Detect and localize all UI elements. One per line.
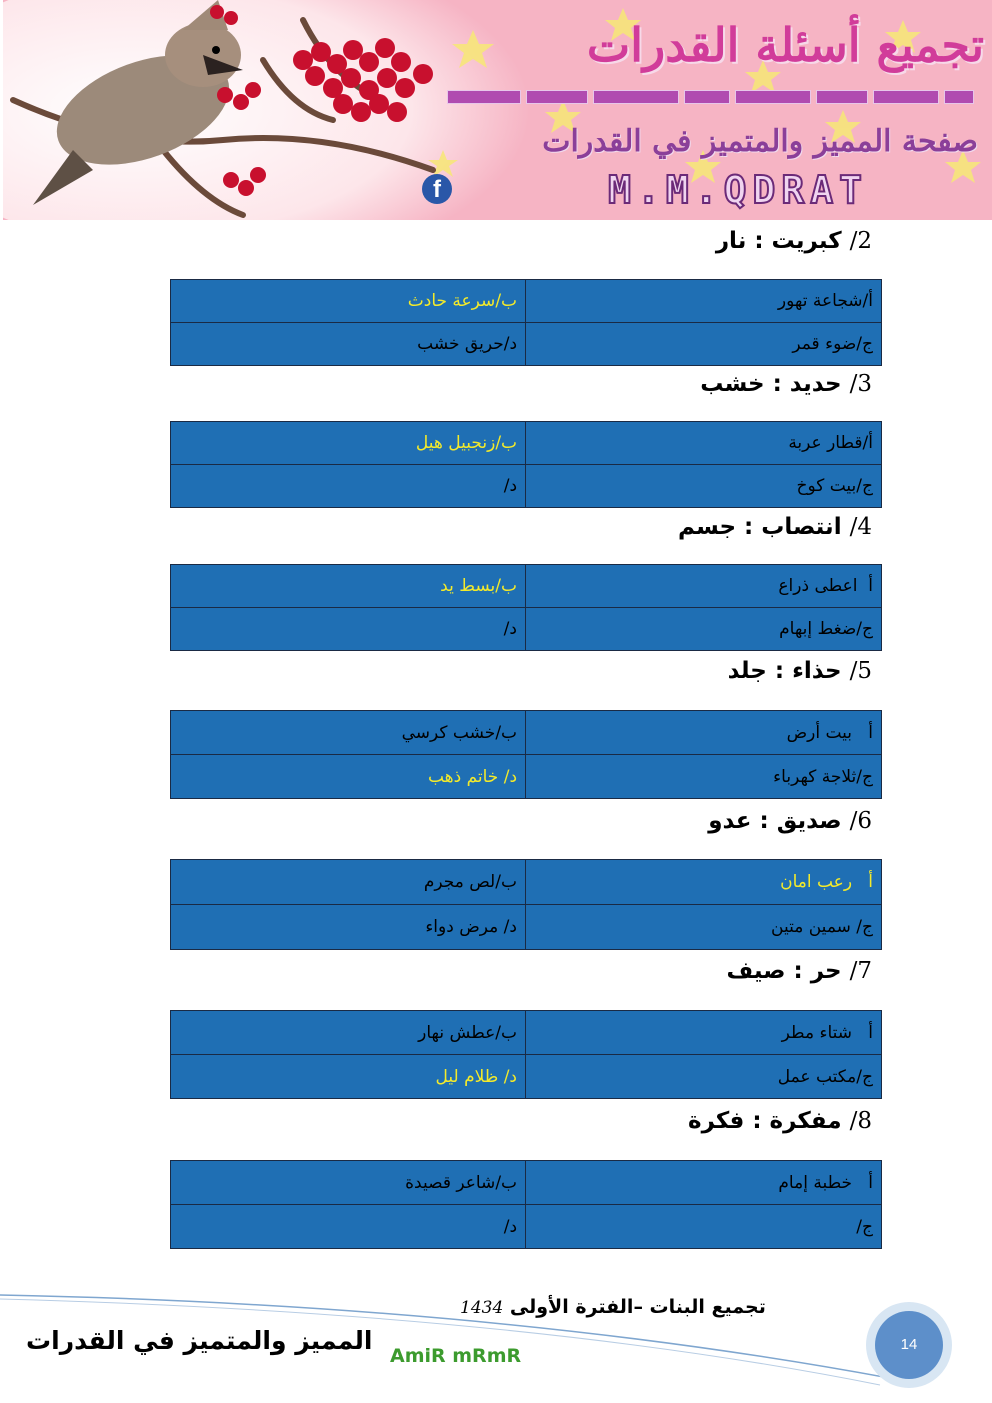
option-c: ج/مكتب عمل xyxy=(526,1055,882,1099)
option-a: أ بيت أرض xyxy=(526,711,882,755)
options-table xyxy=(170,710,882,799)
banner-title: تجميع أسئلة القدرات xyxy=(586,18,984,72)
option-b: ب/سرعة حادث xyxy=(171,280,526,323)
option-b: ب/لص مجرم xyxy=(171,860,526,905)
option-c: ج/ثلاجة كهرباء xyxy=(526,755,882,799)
question-number: 6/ xyxy=(849,808,872,834)
option-c: ج/ xyxy=(526,1205,882,1249)
options-table xyxy=(170,859,882,950)
question-prompt: حديد : خشب xyxy=(700,371,842,397)
question-heading xyxy=(700,371,872,397)
option-d: د/حريق خشب xyxy=(171,323,526,366)
option-b: ب/زنجبيل هيل xyxy=(171,422,526,465)
option-d: د/ xyxy=(171,608,526,651)
option-d: د/ xyxy=(171,465,526,508)
options-table xyxy=(170,1160,882,1249)
option-d: د/ مرض دواء xyxy=(171,905,526,950)
option-b: ب/شاعر قصيدة xyxy=(171,1161,526,1205)
option-b: ب/عطش نهار xyxy=(171,1011,526,1055)
question-number: 7/ xyxy=(849,958,872,984)
question-prompt: كبريت : نار xyxy=(715,228,842,254)
question-number: 3/ xyxy=(849,371,872,397)
option-c: ج/بيت كوخ xyxy=(526,465,882,508)
question-heading xyxy=(688,1108,872,1134)
question-heading xyxy=(726,958,872,984)
options-table xyxy=(170,1010,882,1099)
option-c: ج/ضغط إبهام xyxy=(525,608,881,651)
question-number: 5/ xyxy=(849,658,872,684)
question-prompt: حر : صيف xyxy=(726,958,842,984)
options-table xyxy=(170,564,882,651)
banner-subtitle: صفحة المميز والمتميز في القدرات xyxy=(542,124,978,159)
header-banner xyxy=(3,0,992,220)
option-b: ب/خشب كرسي xyxy=(171,711,526,755)
question-heading xyxy=(708,808,872,834)
options-table xyxy=(170,279,882,366)
question-number: 8/ xyxy=(849,1108,872,1134)
footer-signature: AmiR mRmR xyxy=(390,1345,522,1367)
page-number: 14 xyxy=(875,1311,943,1379)
option-a: أ شتاء مطر xyxy=(526,1011,882,1055)
question-prompt: مفكرة : فكرة xyxy=(688,1108,842,1134)
banner-brand-name: M.M.QDRAT xyxy=(608,168,868,212)
banner-decorative-strip xyxy=(447,90,974,104)
question-number: 4/ xyxy=(849,514,872,540)
option-c: ج/ضوء قمر xyxy=(526,323,882,366)
option-c: ج/ سمين متين xyxy=(525,905,881,950)
facebook-icon: f xyxy=(422,174,452,204)
options-table xyxy=(170,421,882,508)
page-number-badge xyxy=(866,1302,952,1388)
option-d: د/ خاتم ذهب xyxy=(171,755,526,799)
question-heading xyxy=(678,514,872,540)
question-heading xyxy=(728,658,872,684)
question-prompt: حذاء : جلد xyxy=(727,658,842,684)
question-number: 2/ xyxy=(849,228,872,254)
option-a: أ/شجاعة تهور xyxy=(526,280,882,323)
footer-compilation-text: تجميع البنات –الفترة الأولى xyxy=(509,1296,766,1318)
option-a: أ اعطى ذراع xyxy=(525,565,881,608)
question-heading xyxy=(716,228,872,254)
option-a: أ رعب امان xyxy=(525,860,881,905)
option-d: د/ xyxy=(171,1205,526,1249)
option-b: ب/بسط يد xyxy=(171,565,526,608)
footer-site-name: المميز والمتميز في القدرات xyxy=(26,1326,373,1355)
option-d: د/ ظلام ليل xyxy=(171,1055,526,1099)
footer-year: 1434 xyxy=(460,1298,504,1318)
option-a: أ/قطار عربة xyxy=(526,422,882,465)
footer-compilation-note xyxy=(460,1296,766,1318)
question-prompt: انتصاب : جسم xyxy=(678,514,842,540)
option-a: أ خطبة إمام xyxy=(526,1161,882,1205)
question-prompt: صديق : عدو xyxy=(708,808,842,834)
